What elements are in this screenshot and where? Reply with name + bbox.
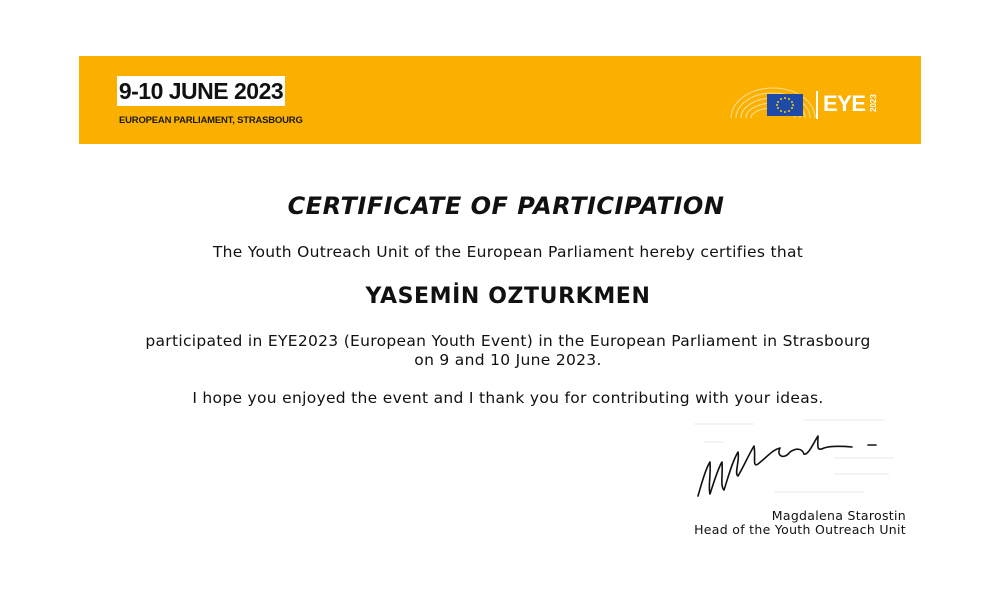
certificate-title: CERTIFICATE OF PARTICIPATION <box>287 192 725 220</box>
header-banner <box>79 56 921 144</box>
body-text-line-2: on 9 and 10 June 2023. <box>414 351 602 369</box>
event-date: 9-10 JUNE 2023 <box>118 78 284 104</box>
body-text-line-1: participated in EYE2023 (European Youth Event) in the European Parliament in Strasbourg <box>145 332 871 350</box>
recipient-name: YASEMİN OZTURKMEN <box>365 284 651 309</box>
eye-logo-text: EYE <box>823 91 866 116</box>
event-venue: EUROPEAN PARLIAMENT, STRASBOURG <box>119 115 303 126</box>
signatory-title: Head of the Youth Outreach Unit <box>694 522 906 537</box>
signature <box>684 412 904 508</box>
intro-text: The Youth Outreach Unit of the European Parliament hereby certifies that <box>212 243 804 261</box>
closing-text: I hope you enjoyed the event and I thank you for contributing with your ideas. <box>192 389 824 407</box>
eye-logo-year: 2023 <box>869 94 878 112</box>
signatory-name: Magdalena Starostin <box>771 508 906 523</box>
